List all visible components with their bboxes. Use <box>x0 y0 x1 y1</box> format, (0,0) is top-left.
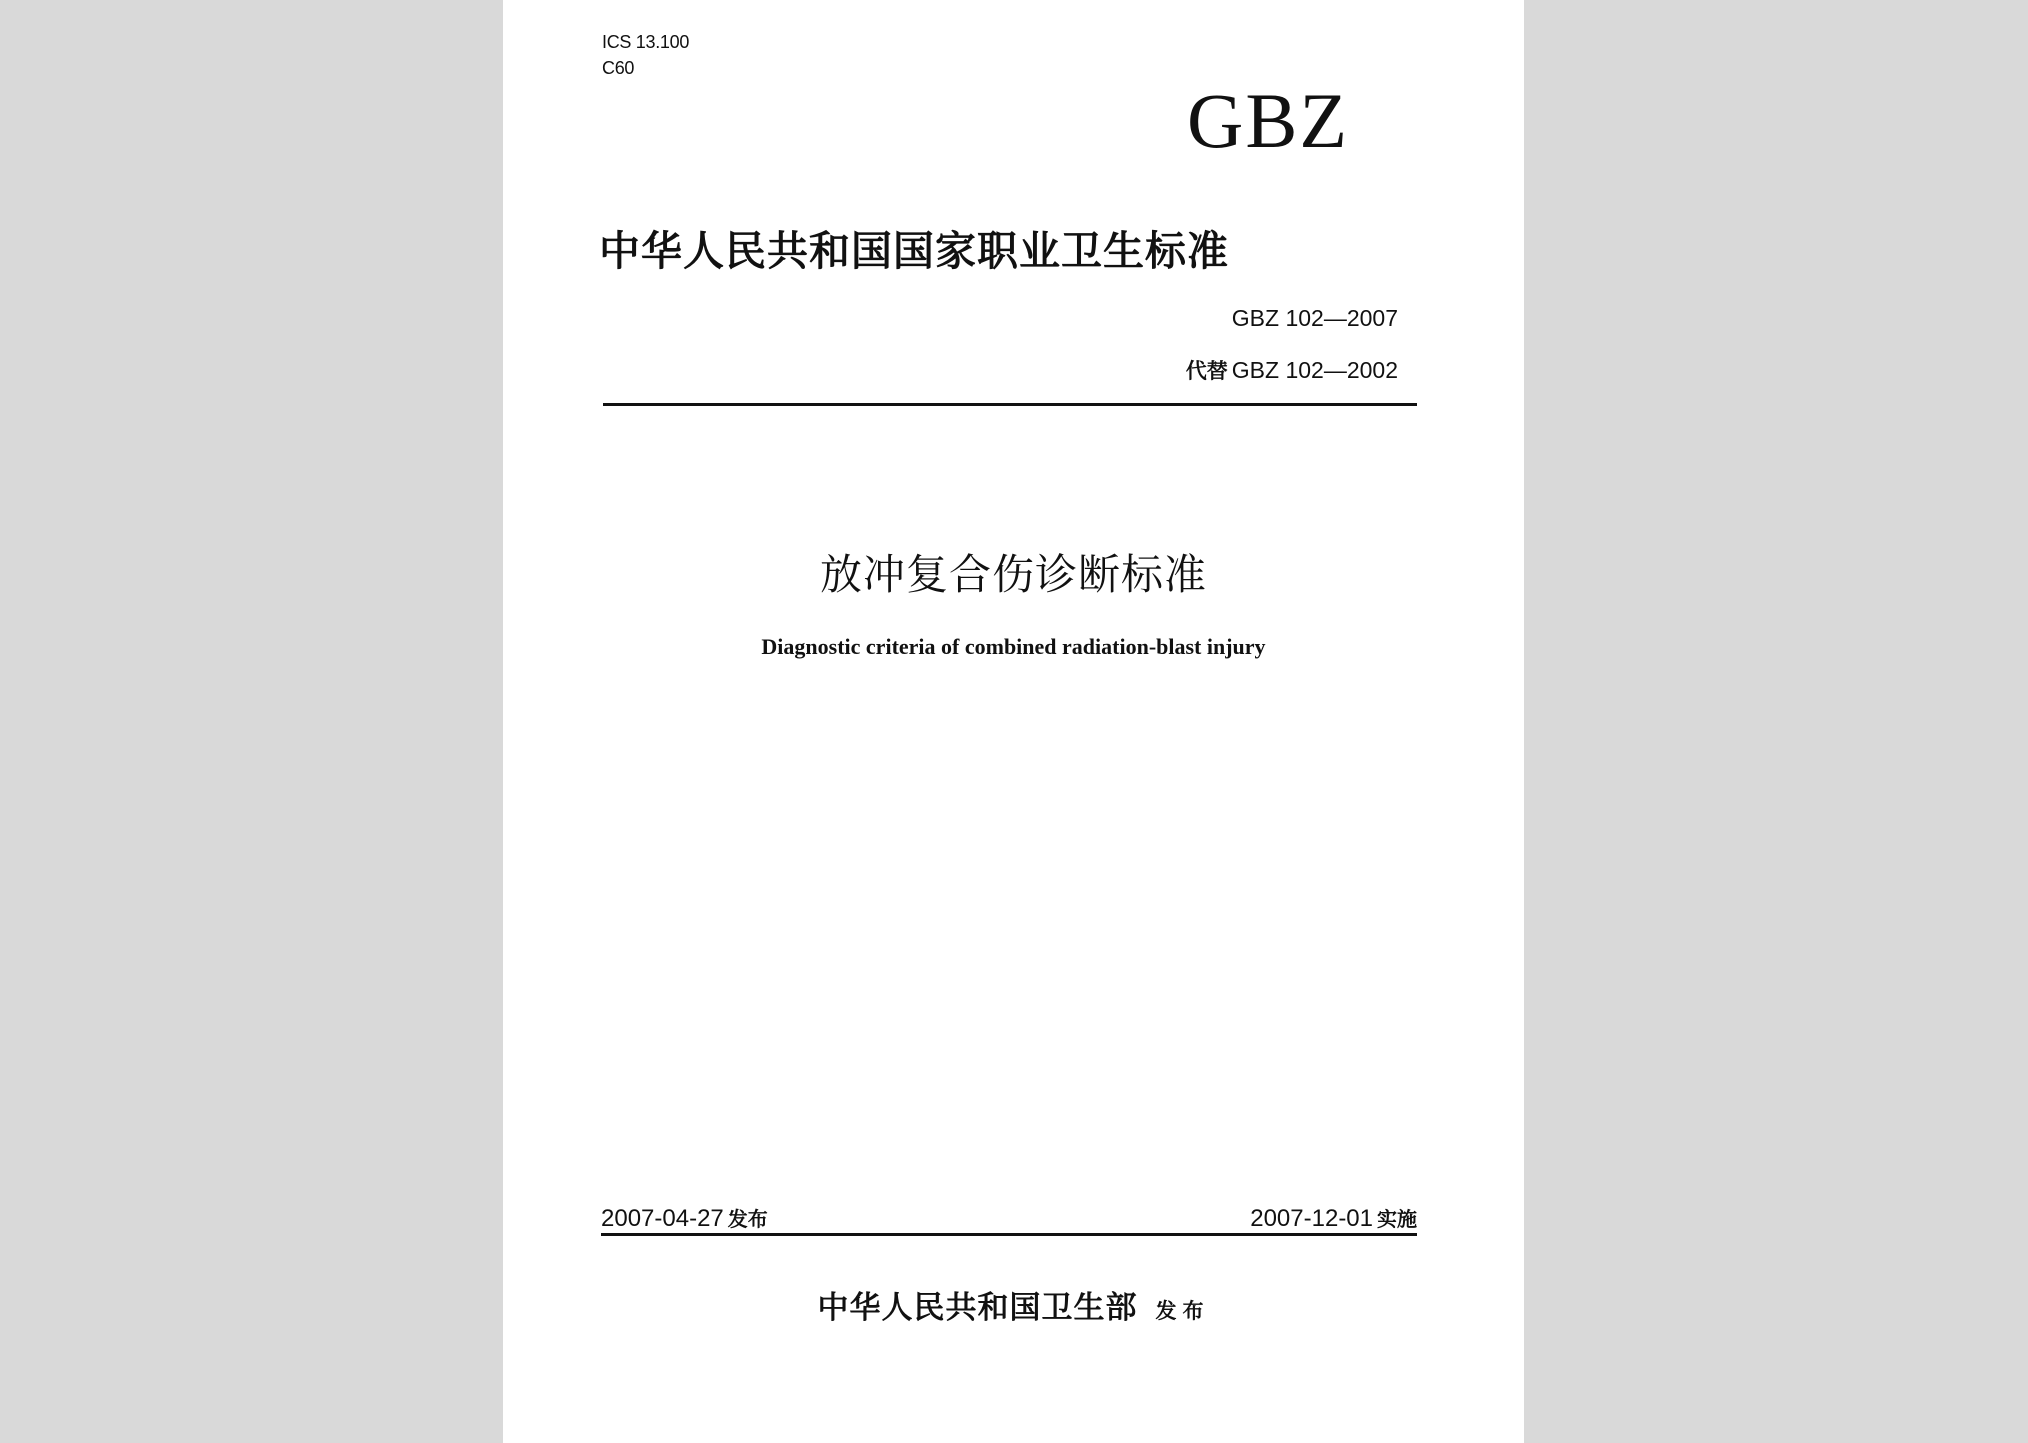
issuer-action: 发布 <box>1155 1299 1210 1323</box>
effective-date <box>1250 1203 1417 1233</box>
dates-row <box>601 1203 1417 1237</box>
document-page <box>503 0 1524 1443</box>
publish-label: 发布 <box>727 1207 768 1231</box>
english-title: Diagnostic criteria of combined radiation-blast injury <box>761 634 1266 659</box>
effective-label: 实施 <box>1377 1207 1417 1231</box>
replaces-prefix: 代替 <box>1185 359 1228 383</box>
issuer-organization: 中华人民共和国卫生部 <box>817 1290 1138 1326</box>
publish-date <box>601 1203 768 1233</box>
footer-divider <box>601 1233 1417 1236</box>
ics-code: ICS 13.100 <box>602 32 690 52</box>
standard-code-text: GBZ 102—2007 <box>1231 305 1398 331</box>
ccs-code: C60 <box>602 58 635 78</box>
header-divider <box>603 403 1417 406</box>
publish-date-value: 2007-04-27 <box>601 1205 724 1232</box>
standard-code <box>1232 305 1398 332</box>
gbz-logo: GBZ <box>1187 77 1349 164</box>
effective-date-value: 2007-12-01 <box>1250 1205 1373 1232</box>
chinese-title: 放冲复合伤诊断标准 <box>819 550 1207 599</box>
replaces-code <box>1186 355 1398 385</box>
issuer <box>503 1282 1524 1327</box>
replaces-code-text: GBZ 102—2002 <box>1231 357 1398 383</box>
standard-type-title: 中华人民共和国国家职业卫生标准 <box>599 227 1229 275</box>
